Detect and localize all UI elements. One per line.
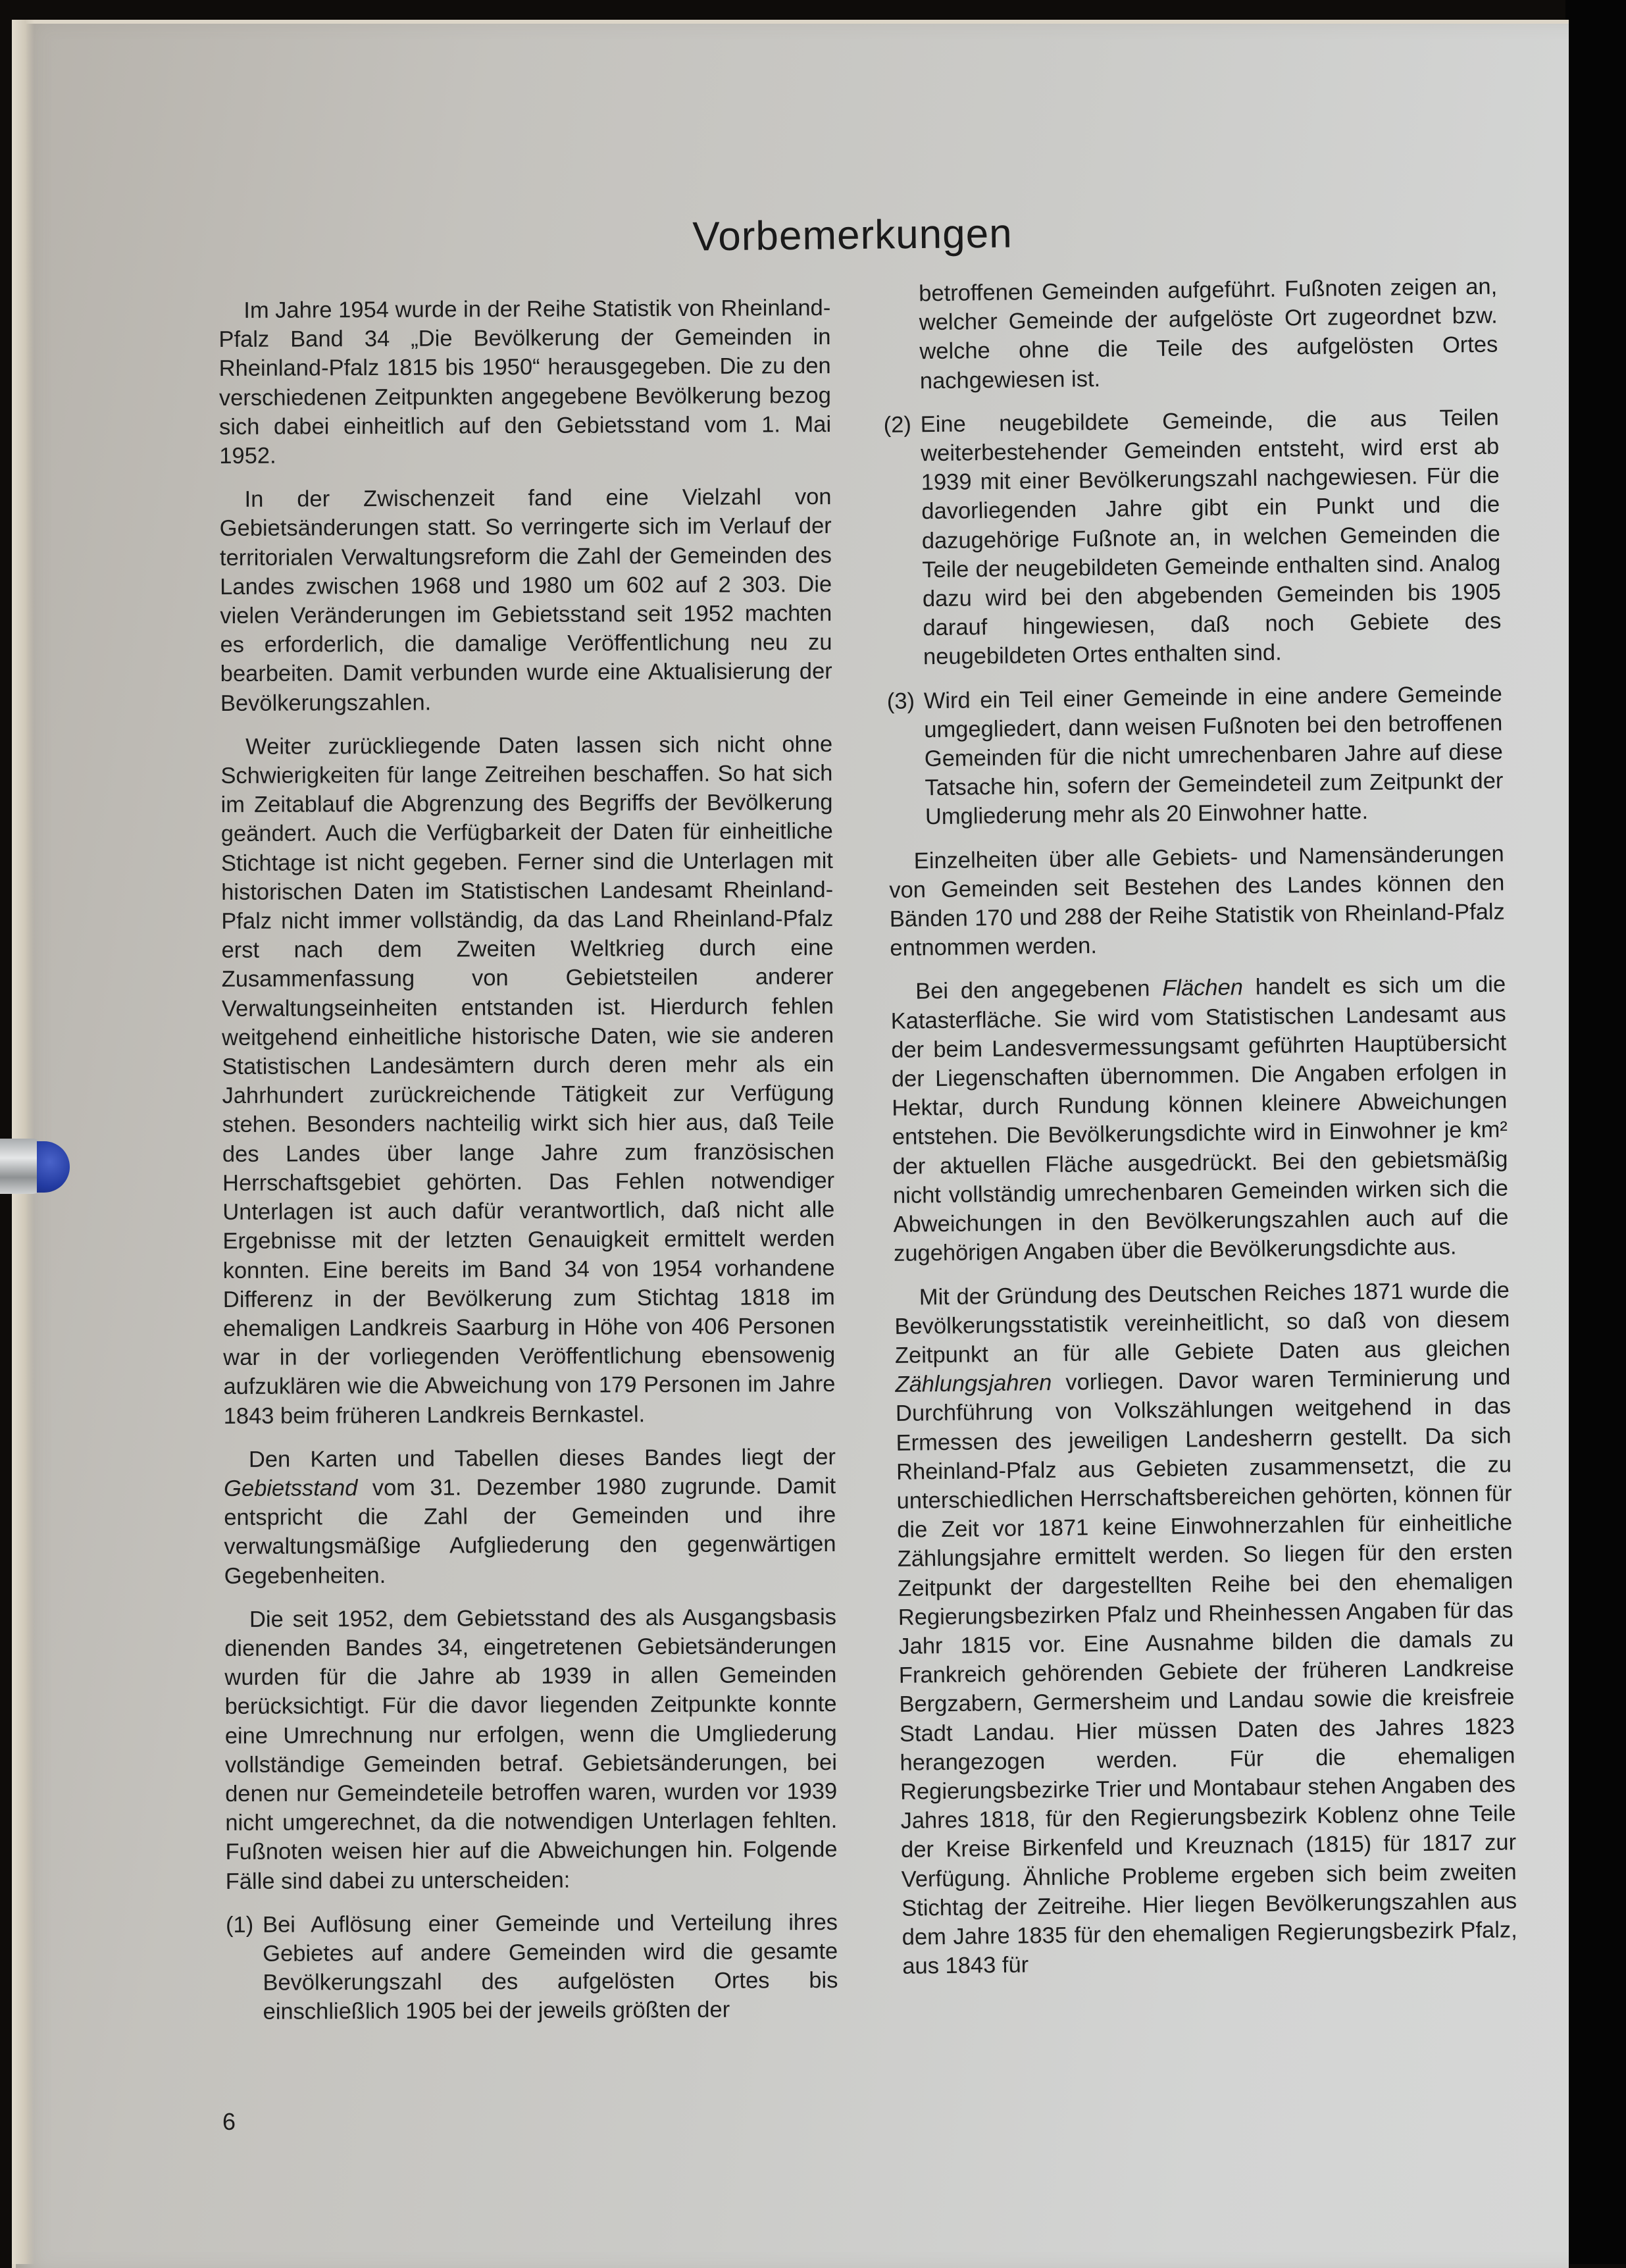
page-number: 6	[222, 2108, 236, 2135]
paragraph-einzelheiten: Einzelheiten über alle Gebiets- und Namensänderungen von Gemeinden seit Bestehen des Landes können den Bänden 170 und 288 der Reihe Statistik von Rheinland-Pfalz entnommen werden.	[889, 841, 1506, 962]
paragraph-umrechnung: Die seit 1952, dem Gebietsstand des als Ausgangsbasis dienenden Bandes 34, eingetretenen Gebietsänderungen wurden für die Jahre ab 1939 in allen Gemeinden berücksichtigt. Für die davor liegenden Zeitpunkte konnte eine Umrechnung nur erfolgen, wenn die Umgliederung vollständige Gemeinden betraf. Gebietsänderungen, bei denen nur Gemeindeteile betroffen waren, wurden vor 1939 nicht umgerechnet, da die notwendigen Unterlagen fehlten. Fußnoten weisen hier auf die Abweichungen hin. Folgende Fälle sind dabei zu unterscheiden:	[224, 1604, 838, 1894]
paragraph-intro: Im Jahre 1954 wurde in der Reihe Statistik von Rheinland-Pfalz Band 34 „Die Bevölkerung der Gemeinden in Rheinland-Pfalz 1815 bis 1950“ herausgegeben. Die zu den verschiedenen Zeitpunkten angegebene Bevölkerung bezog sich dabei einheitlich auf den Gebietsstand vom 1. Mai 1952.	[218, 295, 832, 469]
background-dark-edge	[1565, 0, 1626, 2264]
page-title: Vorbemerkungen	[692, 210, 1013, 260]
text-run: handelt es sich um die Katasterfläche. Sie wird vom Statistischen Landesamt aus der beim Landesvermessungsamt geführten Hauptübersicht der Liegenschaften übernommen. Die Angaben erfolgen in Hektar, durch Rundung können kleinere Abweichungen entstehen. Die Bevölkerungsdichte wird in Einwohner je km² der aktuellen Fläche ausgedrückt. Bei den gebietsmäßig nicht vollständig umrechenbaren Gemeinden wirken sich die Abweichungen in den Bevölkerungszahlen auch auf die zugehörigen Angaben über die Bevölkerungsdichte aus.	[890, 971, 1509, 1267]
list-item-text: Eine neugebildete Gemeinde, die aus Teilen weiterbestehender Gemeinden entsteht, wird erst ab 1939 mit einer Bevölkerungszahl nachgewiesen. Für die davorliegenden Jahre gibt ein Punkt und die dazugehörige Fußnote an, in welchen Gemeinden die Teile der neugebildeten Gemeinde enthalten sind. Analog dazu wird bei den abgebenden Gemeinden bis 1905 darauf hingewiesen, daß noch Gebiete des neugebildeten Ortes enthalten sind.	[920, 405, 1502, 670]
emphasis-flaechen: Flächen	[1162, 975, 1244, 1002]
text-run: Mit der Gründung des Deutschen Reiches 1871 wurde die Bevölkerungsstatistik vereinheitlicht, so daß von diesem Zeitpunkt an für alle Gebiete Daten aus gleichen	[894, 1277, 1511, 1368]
paragraph-flaechen	[890, 970, 1509, 1268]
list-item-1-continued: betroffenen Gemeinden aufgeführt. Fußnoten zeigen an, welcher Gemeinde der aufgelöste Ort zugeordnet bzw. welche ohne die Teile des aufgelösten Ortes nachgewiesen ist.	[919, 274, 1498, 394]
right-column	[882, 272, 1518, 1996]
paragraph-gebietsstand	[224, 1443, 836, 1591]
list-item-text: Bei Auflösung einer Gemeinde und Verteilung ihres Gebietes auf andere Gemeinden wird die gesamte Bevölkerungszahl des aufgelösten Ortes bis einschließlich 1905 bei der jeweils größten der	[262, 1909, 838, 2025]
text-run: vom 31. Dezember 1980 zugrunde. Damit entspricht die Zahl der Gemeinden und ihre verwaltungsmäßige Aufgliederung den gegenwärtigen Gegebenheiten.	[224, 1473, 836, 1589]
list-item-number: (1)	[225, 1912, 254, 1938]
emphasis-zaehlungsjahre: Zählungsjahren	[895, 1370, 1052, 1397]
emphasis-gebietsstand: Gebietsstand	[224, 1476, 358, 1501]
text-run: Den Karten und Tabellen dieses Bandes liegt der	[248, 1444, 836, 1472]
paragraph-zaehlungsjahre	[894, 1276, 1518, 1981]
list-item-2	[883, 403, 1502, 672]
list-item-number: (3)	[886, 688, 915, 714]
text-run: Bei den angegebenen	[915, 976, 1163, 1004]
list-item-number: (2)	[883, 412, 912, 438]
text-run: vorliegen. Davor waren Terminierung und Durchführung von Volkszählungen weitgehend in das Ermessen des jeweiligen Landesherrn gestellt. Da sich Rheinland-Pfalz aus Gebieten zusammensetzt, die zu unterschiedlichen Herrschaftsbereichen gehörten, können für die Zeit vor 1871 keine Einwohnerzahlen für einheitliche Zählungsjahre ermittelt werden. So liegen für den ersten Zeitpunkt der dargestellten Reihe bei den ehemaligen Regierungsbezirken Pfalz und Rheinhessen Angaben für das Jahr 1815 vor. Eine Ausnahme bilden die damals zu Frankreich gehörenden Gebiete der früheren Landkreise Bergzabern, Germersheim und Landau sowie die kreisfreie Stadt Landau. Hier müssen Daten des Jahres 1823 herangezogen werden. Für die ehemaligen Regierungsbezirke Trier und Montabaur stehen Angaben des Jahres 1818, für den Regierungsbezirk Koblenz ohne Teile der Kreise Birkenfeld und Kreuznach (1815) für 1817 zur Verfügung. Ähnliche Probleme ergeben sich beim zweiten Stichtag der Zeitreihe. Hier liegen Bevölkerungszahlen aus dem Jahre 1835 für den ehemaligen Regierungsbezirk Pfalz, aus 1843 für	[895, 1364, 1517, 1979]
left-column	[218, 294, 838, 2042]
pen-icon	[0, 1133, 72, 1199]
list-item-3	[887, 679, 1504, 832]
list-item-text: Wird ein Teil einer Gemeinde in eine andere Gemeinde umgegliedert, dann weisen Fußnoten bei den betroffenen Gemeinden für die nicht umrechenbaren Jahre auf diese Tatsache hin, sofern der Gemeindeteil zum Zeitpunkt der Umgliederung mehr als 20 Einwohner hatte.	[923, 681, 1504, 830]
list-item-1	[226, 1908, 838, 2027]
pen-cap	[37, 1141, 70, 1193]
paragraph-historische-daten: Weiter zurückliegende Daten lassen sich nicht ohne Schwierigkeiten für lange Zeitreihen beschaffen. So hat sich im Zeitablauf die Abgrenzung des Begriffs der Bevölkerung geändert. Auch die Verfügbarkeit der Daten für einheitliche Stichtage ist nicht gegeben. Ferner sind die Unterlagen mit historischen Daten im Statistischen Landesamt Rheinland-Pfalz nicht immer vollständig, da das Land Rheinland-Pfalz erst nach dem Zweiten Weltkrieg durch eine Zusammenfassung von Gebietsteilen anderer Verwaltungseinheiten entstanden ist. Hierdurch fehlen weitgehend einheitliche historische Daten, wie sie anderen Statistischen Landesämtern durch deren mehr als ein Jahrhundert zurückreichende Tätigkeit zur Verfügung stehen. Besonders nachteilig wirkt sich hier aus, daß Teile des Landes über lange Jahre zum französischen Herrschaftsgebiet gehörten. Das Fehlen notwendiger Unterlagen ist auch dafür verantwortlich, daß nicht alle Ergebnisse mit der letzten Genauigkeit ermittelt werden konnten. Eine bereits im Band 34 von 1954 vorhandene Differenz in der Bevölkerung zum Stichtag 1818 im ehemaligen Landkreis Saarburg in Höhe von 406 Personen war in der vorliegenden Veröffentlichung ebensowenig aufzuklären wie die Abweichung von 179 Personen im Jahre 1843 beim früheren Landkreis Bernkastel.	[220, 731, 836, 1429]
pen-body	[0, 1139, 42, 1194]
paragraph-gebietsaenderungen: In der Zwischenzeit fand eine Vielzahl von Gebietsänderungen statt. So verringerte sich im Verlauf der territorialen Verwaltungsreform die Zahl der Gemeinden des Landes zwischen 1968 und 1980 um 602 auf 2 303. Die vielen Veränderungen im Gebietsstand seit 1952 machten es erforderlich, die damalige Veröffentlichung neu zu bearbeiten. Damit verbunden wurde eine Aktualisierung der Bevölkerungszahlen.	[219, 484, 832, 716]
